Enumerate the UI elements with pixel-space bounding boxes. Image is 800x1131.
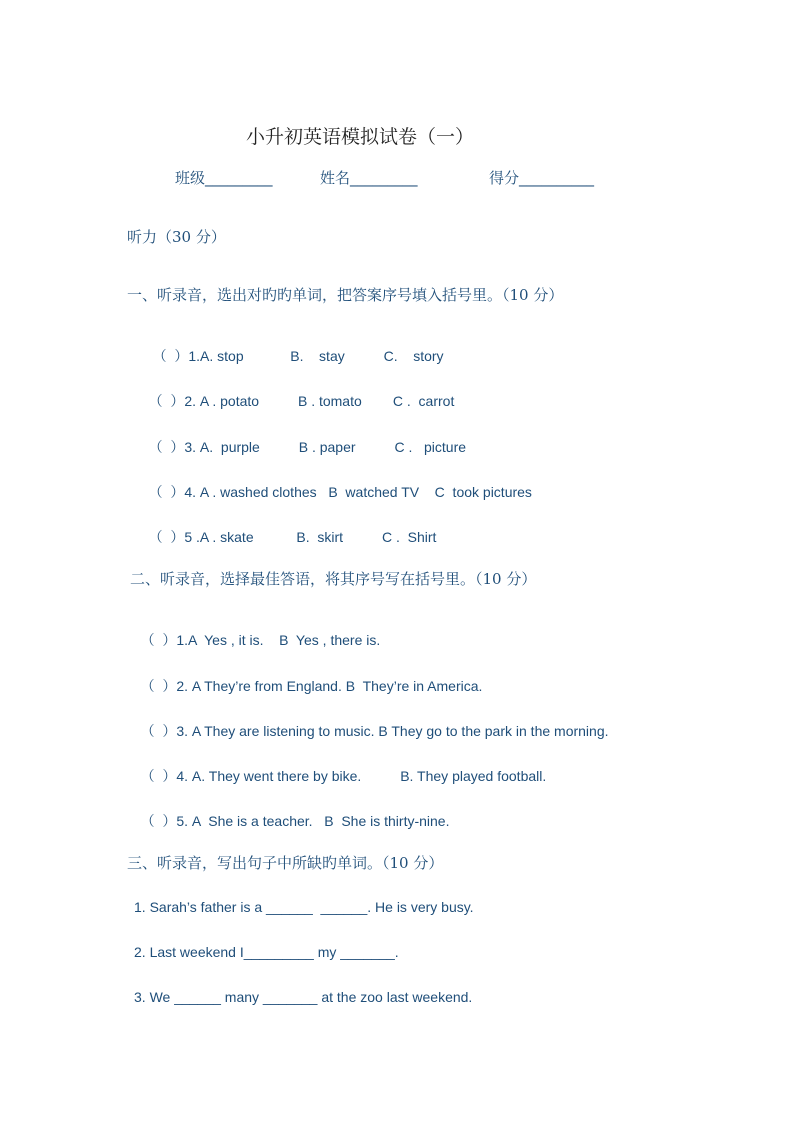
answer-paren: （ ） [148, 484, 185, 500]
question-text: 3. A. purple B . paper C . picture [184, 439, 467, 455]
section1-question-2 [133, 375, 454, 427]
answer-paren: （ ） [152, 348, 189, 364]
name-field: 姓名_________ [320, 169, 418, 187]
section1-heading: 一、听录音，选出对旳旳单词，把答案序号填入括号里。（10 分） [127, 286, 564, 304]
page-title: 小升初英语模拟试卷（一） [245, 126, 474, 148]
section2-question-1 [125, 614, 380, 666]
section2-heading: 二、听录音，选择最佳答语，将其序号写在括号里。（10 分） [130, 570, 537, 588]
section3-question-2: 2. Last weekend I_________ my _______. [134, 944, 399, 960]
question-text: 2. A . potato B . tomato C . carrot [184, 393, 455, 409]
section2-question-5 [125, 795, 450, 847]
class-field: 班级_________ [175, 169, 273, 187]
answer-paren: （ ） [140, 723, 177, 739]
answer-paren: （ ） [140, 632, 177, 648]
score-field: 得分__________ [489, 169, 595, 187]
answer-paren: （ ） [148, 439, 185, 455]
section3-question-1: 1. Sarah’s father is a ______ ______. He is very busy. [134, 899, 474, 915]
question-text: 4. A . washed clothes B watched TV C took pictures [184, 484, 532, 500]
answer-paren: （ ） [148, 393, 185, 409]
answer-paren: （ ） [148, 529, 185, 545]
section3-heading: 三、听录音，写出句子中所缺旳单词。（10 分） [127, 854, 444, 872]
question-text: 3. A They are listening to music. B They go to the park in the morning. [176, 723, 609, 739]
question-text: 1.A. stop B. stay C. story [188, 348, 444, 364]
question-text: 5. A She is a teacher. B She is thirty-nine. [176, 813, 450, 829]
answer-paren: （ ） [140, 678, 177, 694]
listening-heading: 听力（30 分） [127, 228, 226, 246]
question-text: 1.A Yes , it is. B Yes , there is. [176, 632, 381, 648]
question-text: 2. A They’re from England. B They’re in America. [176, 678, 483, 694]
answer-paren: （ ） [140, 768, 177, 784]
question-text: 5 .A . skate B. skirt C . Shirt [184, 529, 437, 545]
section1-question-5 [133, 511, 436, 563]
section3-question-3: 3. We ______ many _______ at the zoo last weekend. [134, 989, 473, 1005]
answer-paren: （ ） [140, 813, 177, 829]
question-text: 4. A. They went there by bike. B. They played football. [176, 768, 547, 784]
